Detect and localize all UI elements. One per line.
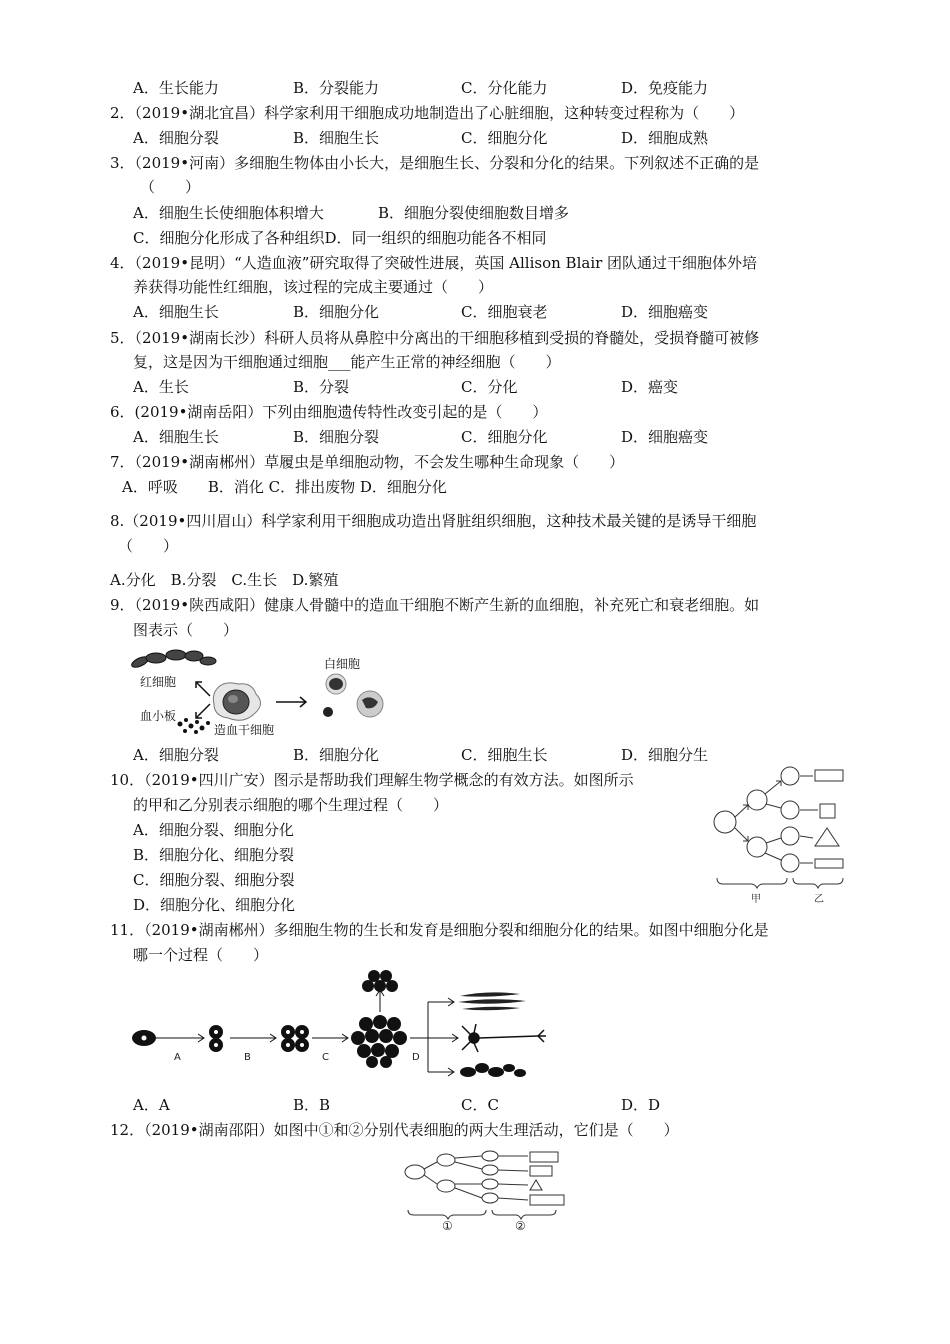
q9-blood-cell-figure bbox=[128, 646, 398, 738]
q9-option-b: B．细胞分化 bbox=[293, 746, 380, 764]
q11-option-a: A．A bbox=[133, 1096, 170, 1114]
red-blood-cells-icon bbox=[130, 650, 216, 669]
muscle-tissue-icon bbox=[458, 992, 526, 1010]
q4-stem-line2: 养获得功能性红细胞，该过程的完成主要通过（ ） bbox=[133, 278, 494, 296]
q11-label-a: A bbox=[174, 1052, 181, 1063]
q10-stem-line2: 的甲和乙分别表示细胞的哪个生理过程（ ） bbox=[133, 796, 449, 814]
q5-option-d: D．癌变 bbox=[621, 378, 679, 396]
stem-cell-icon bbox=[213, 683, 260, 720]
q8-options: A.分化 B.分裂 C.生长 D.繁殖 bbox=[110, 571, 339, 589]
q11-option-c: C．C bbox=[461, 1096, 499, 1114]
q9-option-a: A．细胞分裂 bbox=[133, 746, 219, 764]
single-cell-icon bbox=[132, 1030, 156, 1046]
q6-option-d: D．细胞癌变 bbox=[621, 428, 709, 446]
q4-option-c: C．细胞衰老 bbox=[461, 303, 548, 321]
q11-stem-line2: 哪一个过程（ ） bbox=[133, 946, 269, 964]
q6-option-b: B．细胞分裂 bbox=[293, 428, 380, 446]
q11-cell-development-figure bbox=[128, 968, 558, 1078]
q3-option-cd: C．细胞分化形成了各种组织D．同一组织的细胞功能各不相同 bbox=[133, 229, 547, 247]
q4-option-b: B．细胞分化 bbox=[293, 303, 380, 321]
q4-option-d: D．细胞癌变 bbox=[621, 303, 709, 321]
q2-option-b: B．细胞生长 bbox=[293, 129, 380, 147]
q10-jia-label: 甲 bbox=[751, 894, 761, 904]
q7-stem: 7．（2019•湖南郴州）草履虫是单细胞动物，不会发生哪种生命现象（ ） bbox=[110, 453, 625, 471]
q10-yi-label: 乙 bbox=[814, 894, 824, 904]
q4-option-a: A．细胞生长 bbox=[133, 303, 219, 321]
q9-option-c: C．细胞生长 bbox=[461, 746, 548, 764]
q12-label-one: ① bbox=[442, 1219, 453, 1233]
q12-stem: 12．（2019•湖南邵阳）如图中①和②分别代表细胞的两大生理活动，它们是（ ） bbox=[110, 1121, 679, 1139]
connective-tissue-icon bbox=[460, 1063, 526, 1077]
q6-option-a: A．细胞生长 bbox=[133, 428, 219, 446]
two-cells-icon bbox=[209, 1025, 223, 1052]
q9-stem-line2: 图表示（ ） bbox=[133, 621, 239, 639]
q10-option-b: B．细胞分化、细胞分裂 bbox=[133, 846, 295, 864]
q9-stem-line1: 9．（2019•陕西咸阳）健康人骨髓中的造血干细胞不断产生新的血细胞，补充死亡和衰老细胞。如 bbox=[110, 596, 760, 614]
q5-option-a: A．生长 bbox=[133, 378, 189, 396]
platelets-icon bbox=[178, 718, 211, 734]
four-cells-icon bbox=[281, 1025, 309, 1052]
q12-label-two: ② bbox=[515, 1219, 526, 1233]
q6-option-c: C．细胞分化 bbox=[461, 428, 548, 446]
q11-option-d: D．D bbox=[621, 1096, 661, 1114]
q1-option-d: D．免疫能力 bbox=[621, 79, 709, 97]
q6-stem: 6．(2019•湖南岳阳）下列由细胞遗传特性改变引起的是（ ） bbox=[110, 403, 548, 421]
q10-option-d: D．细胞分化、细胞分化 bbox=[133, 896, 296, 914]
q3-stem-line1: 3．（2019•河南）多细胞生物体由小长大，是细胞生长、分裂和分化的结果。下列叙述不正确的是 bbox=[110, 154, 760, 172]
q9-stem-cell-label: 造血干细胞 bbox=[214, 723, 275, 737]
q11-label-d: D bbox=[412, 1052, 420, 1063]
q5-stem-line2: 复，这是因为干细胞通过细胞___能产生正常的神经细胞（ ） bbox=[133, 353, 561, 371]
q8-stem-line1: 8.（2019•四川眉山）科学家利用干细胞成功造出肾脏组织细胞，这种技术最关键的是诱导干细胞 bbox=[110, 512, 757, 530]
white-blood-cells-icon bbox=[323, 674, 383, 717]
q1-option-a: A．生长能力 bbox=[133, 79, 219, 97]
q10-stem-line1: 10．（2019•四川广安）图示是帮助我们理解生物学概念的有效方法。如图所示 bbox=[110, 771, 634, 789]
q9-red-cell-label: 红细胞 bbox=[140, 675, 177, 689]
nerve-cell-icon bbox=[462, 1024, 546, 1052]
q2-option-a: A．细胞分裂 bbox=[133, 129, 219, 147]
q3-option-a: A．细胞生长使细胞体积增大 bbox=[133, 204, 324, 222]
q7-options: A．呼吸 B．消化 C．排出废物 D．细胞分化 bbox=[122, 478, 447, 496]
q5-stem-line1: 5．（2019•湖南长沙）科研人员将从鼻腔中分离出的干细胞移植到受损的脊髓处，受损脊髓可被修 bbox=[110, 329, 760, 347]
q11-option-b: B．B bbox=[293, 1096, 331, 1114]
q9-white-cell-label: 白细胞 bbox=[324, 657, 361, 671]
q10-option-a: A．细胞分裂、细胞分化 bbox=[133, 821, 294, 839]
q10-option-c: C．细胞分裂、细胞分裂 bbox=[133, 871, 295, 889]
q2-stem: 2．（2019•湖北宜昌）科学家利用干细胞成功地制造出了心脏细胞，这种转变过程称为（ ） bbox=[110, 104, 745, 122]
q1-option-c: C．分化能力 bbox=[461, 79, 548, 97]
q11-stem-line1: 11．（2019•湖南郴州）多细胞生物的生长和发育是细胞分裂和细胞分化的结果。如图中细胞分化是 bbox=[110, 921, 769, 939]
q1-option-b: B．分裂能力 bbox=[293, 79, 380, 97]
q8-stem-line2: （ ） bbox=[118, 537, 179, 555]
q11-label-b: B bbox=[244, 1052, 251, 1063]
q2-option-c: C．细胞分化 bbox=[461, 129, 548, 147]
q11-label-c: C bbox=[322, 1052, 329, 1063]
q5-option-b: B．分裂 bbox=[293, 378, 350, 396]
q10-division-differentiation-diagram bbox=[705, 762, 855, 904]
cell-cluster-icon bbox=[351, 1015, 407, 1068]
q12-division-differentiation-diagram bbox=[400, 1148, 570, 1234]
q4-stem-line1: 4．（2019•昆明）“人造血液”研究取得了突破性进展，英国 Allison Blair 团队通过干细胞体外培 bbox=[110, 254, 758, 272]
q3-stem-line2: （ ） bbox=[140, 178, 201, 196]
q3-option-b: B．细胞分裂使细胞数目增多 bbox=[378, 204, 570, 222]
q2-option-d: D．细胞成熟 bbox=[621, 129, 709, 147]
q9-platelet-label: 血小板 bbox=[140, 709, 177, 723]
q5-option-c: C．分化 bbox=[461, 378, 518, 396]
cell-group-top-icon bbox=[362, 970, 398, 992]
q9-option-d: D．细胞分生 bbox=[621, 746, 709, 764]
